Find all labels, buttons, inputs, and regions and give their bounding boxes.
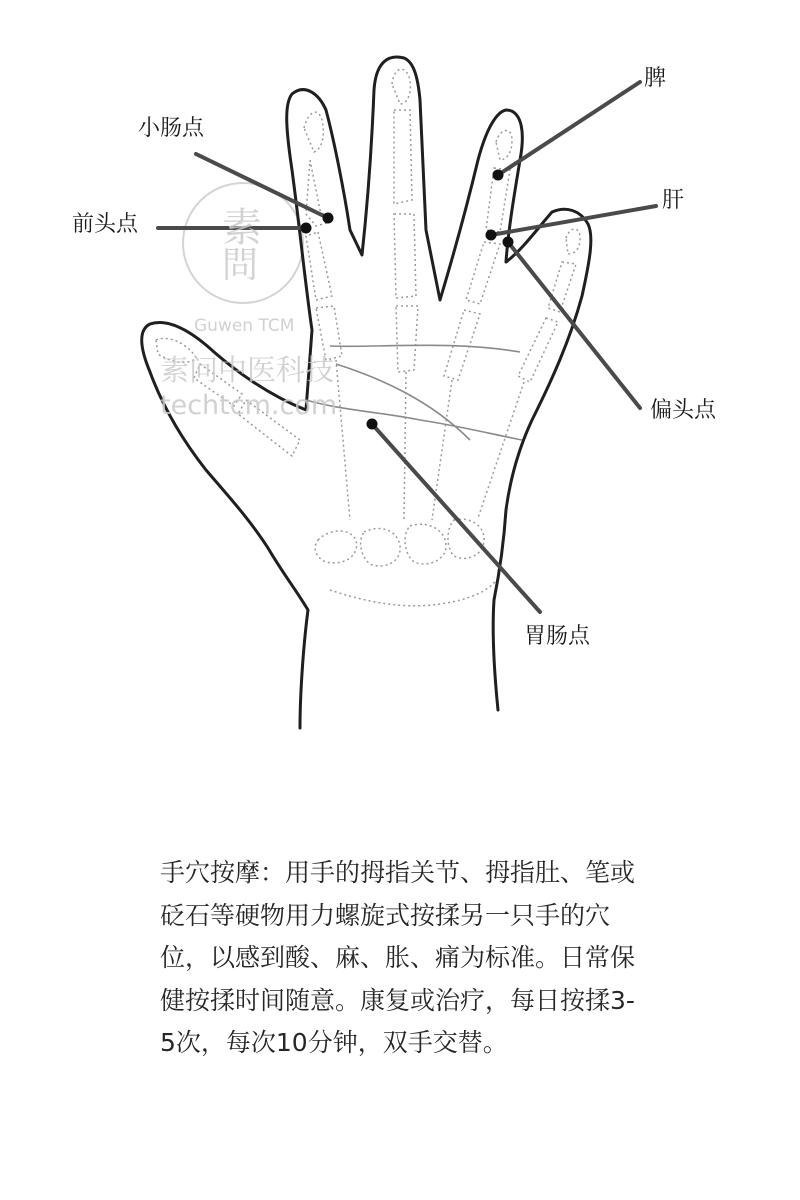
label-spleen: 脾 <box>644 66 667 91</box>
label-small-intestine: 小肠点 <box>138 116 205 141</box>
point-migraine <box>503 237 514 248</box>
leader-spleen <box>498 82 640 175</box>
watermark-site: techtcm.com <box>160 390 338 421</box>
point-spleen <box>493 170 504 181</box>
watermark-brand-cn: 素问中医科技 <box>160 353 335 387</box>
watermark-seal-top: 素 <box>222 205 262 251</box>
massage-instructions: 手穴按摩：用手的拇指关节、拇指肚、笔或砭石等硬物用力螺旋式按揉另一只手的穴位，以感到酸、麻、胀、痛为标准。日常保健按揉时间随意。康复或治疗，每日按揉3-5次，每次10分钟，双手交替。 <box>160 858 636 1057</box>
point-front-head <box>301 223 312 234</box>
watermark-brand-en: Guwen TCM <box>194 316 295 336</box>
leader-migraine <box>508 242 640 408</box>
label-migraine: 偏头点 <box>650 398 717 423</box>
point-stomach-intestine <box>367 419 378 430</box>
leader-small-intestine <box>196 154 328 218</box>
label-front-head: 前头点 <box>72 212 139 237</box>
point-liver <box>486 230 497 241</box>
leader-stomach-intestine <box>372 424 540 612</box>
label-stomach-intestine: 胃肠点 <box>524 624 591 649</box>
label-liver: 肝 <box>662 188 685 213</box>
point-small-intestine <box>323 213 334 224</box>
hand-bones <box>156 69 580 606</box>
watermark-seal-bottom: 問 <box>222 245 259 286</box>
